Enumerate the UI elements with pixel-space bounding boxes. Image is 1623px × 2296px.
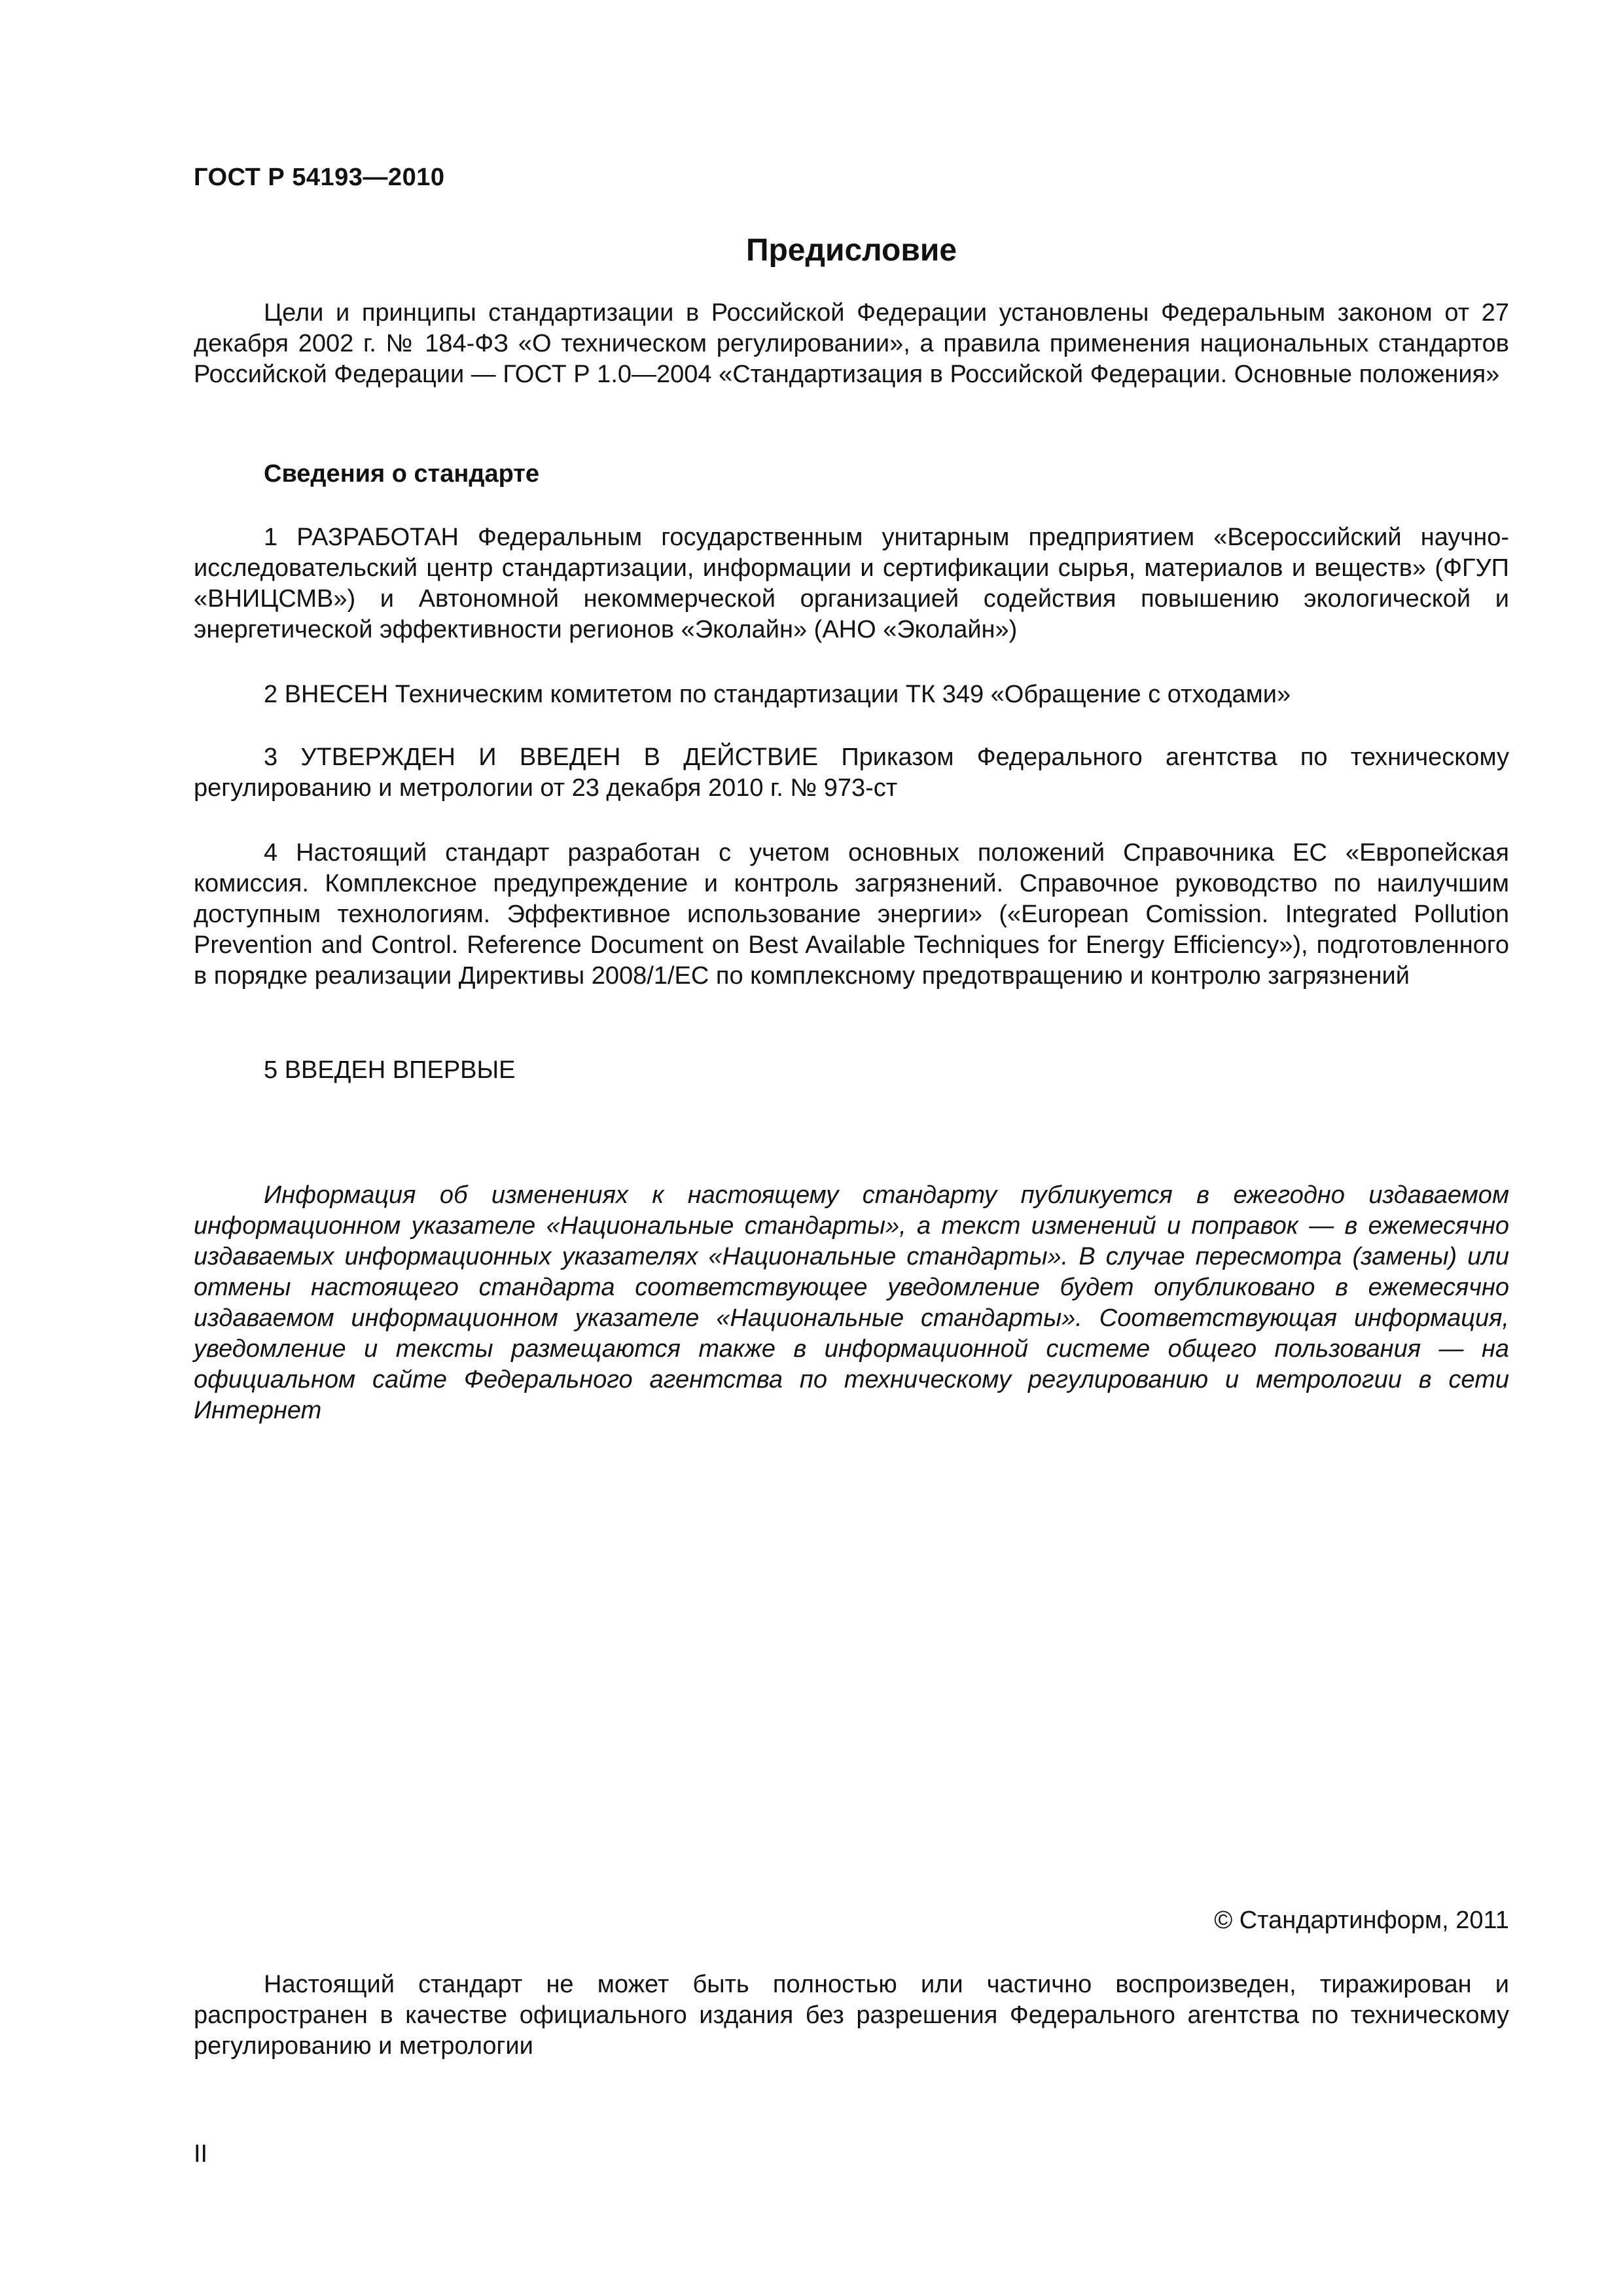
info-item-1: 1 РАЗРАБОТАН Федеральным государственным унитарным предприятием «Всероссийский научно-исследовательский центр стандартизации, информации и сертификации сырья, материалов и веществ» (ФГУП «ВНИЦСМВ») и Автономной некоммерческой организацией содействия повышению экологической и энергетической эффективности регионов «Эколайн» (АНО «Эколайн») — [194, 524, 1509, 643]
info-item-2: 2 ВНЕСЕН Техническим комитетом по стандартизации ТК 349 «Обращение с отходами» — [264, 681, 1291, 708]
foreword-intro: Цели и принципы стандартизации в Российской Федерации установлены Федеральным законом от 27 декабря 2002 г. № 184-ФЗ «О техническом регулировании», а правила применения национальных стандартов Российской Федерации — ГОСТ Р 1.0—2004 «Стандартизация в Российской Федерации. Основные положения» — [194, 299, 1509, 388]
info-item-5: 5 ВВЕДЕН ВПЕРВЫЕ — [264, 1056, 516, 1084]
changes-notice: Информация об изменениях к настоящему стандарту публикуется в ежегодно издаваемом информационном указателе «Национальные стандарты», а текст изменений и поправок — в ежемесячно издаваемых информационных указателях «Национальные стандарты». В случае пересмотра (замены) или отмены настоящего стандарта соответствующее уведомление будет опубликовано в ежемесячно издаваемом информационном указателе «Национальные стандарты». Соответствующая информация, уведомление и тексты размещаются также в информационной системе общего пользования — на официальном сайте Федерального агентства по техническому регулированию и метрологии в сети Интернет — [194, 1181, 1509, 1424]
info-item-4: 4 Настоящий стандарт разработан с учетом основных положений Справочника ЕС «Европейская комиссия. Комплексное предупреждение и контроль загрязнений. Справочное руководство по наилучшим доступным технологиям. Эффективное использование энергии» («European Comission. Integrated Pollution Prevention and Control. Reference Document on Best Available Techniques for Energy Efficiency»), подготовленного в порядке реализации Директивы 2008/1/ЕС по комплексному предотвращению и контролю загрязнений — [194, 839, 1509, 990]
copyright-line: © Стандартинформ, 2011 — [1214, 1907, 1509, 1934]
page-number: II — [194, 2140, 208, 2168]
document-code: ГОСТ Р 54193—2010 — [194, 164, 445, 191]
standard-info-heading: Сведения о стандарте — [264, 460, 540, 488]
page-title: Предисловие — [745, 233, 957, 268]
reproduction-notice: Настоящий стандарт не может быть полностью или частично воспроизведен, тиражирован и распространен в качестве официального издания без разрешения Федерального агентства по техническому регулированию и метрологии — [194, 1971, 1509, 2060]
info-item-3: 3 УТВЕРЖДЕН И ВВЕДЕН В ДЕЙСТВИЕ Приказом Федерального агентства по техническому регулированию и метрологии от 23 декабря 2010 г. № 973-ст — [194, 744, 1509, 802]
